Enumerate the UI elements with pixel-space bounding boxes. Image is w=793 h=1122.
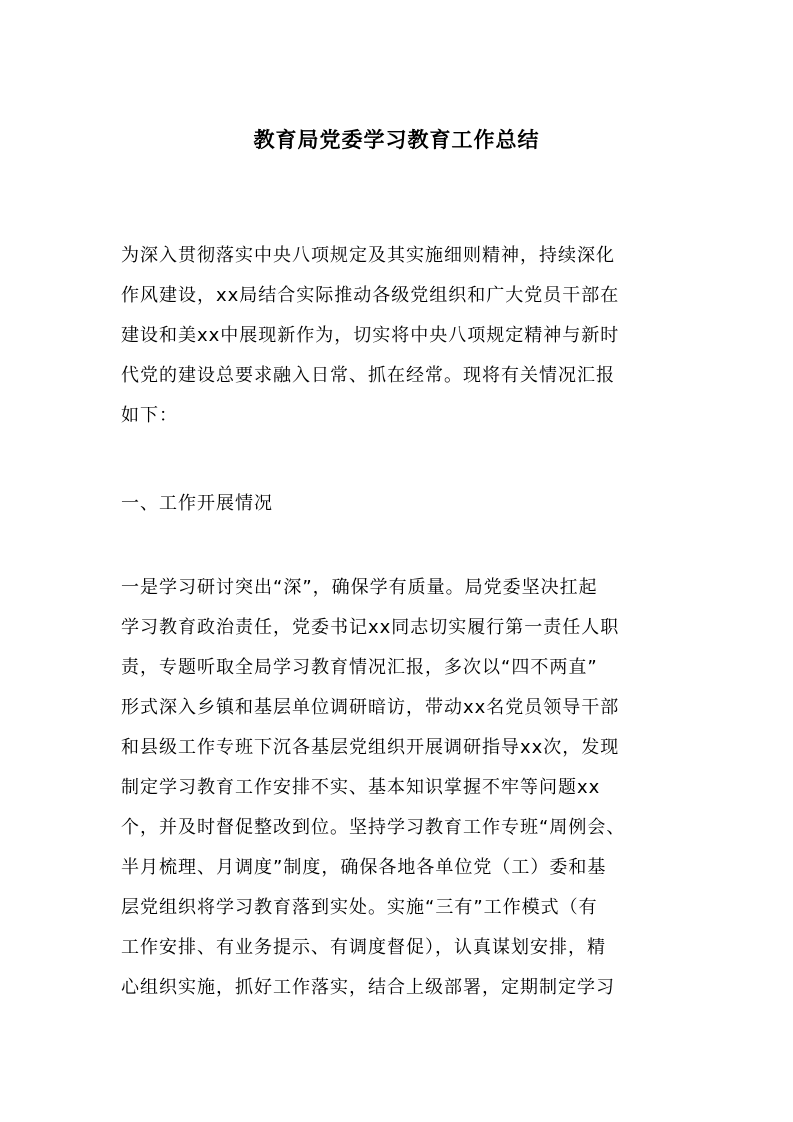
document-title: 教育局党委学习教育工作总结 xyxy=(253,128,540,152)
body-line: 心组织实施，抓好工作落实，结合上级部署，定期制定学习 xyxy=(121,977,615,998)
body-line: 半月梳理、月调度”制度，确保各地各单位党（工）委和基 xyxy=(121,857,607,878)
intro-line: 为深入贯彻落实中央八项规定及其实施细则精神，持续深化 xyxy=(121,245,615,266)
intro-line: 代党的建设总要求融入日常、抓在经常。现将有关情况汇报 xyxy=(121,365,615,386)
body-line: 和县级工作专班下沉各基层党组织开展调研指导xx次，发现 xyxy=(121,737,620,758)
body-line: 层党组织将学习教育落到实处。实施“三有”工作模式（有 xyxy=(121,897,598,918)
body-line: 制定学习教育工作安排不实、基本知识掌握不牢等问题xx xyxy=(121,777,601,798)
body-line: 一是学习研讨突出“深”，确保学有质量。局党委坚决扛起 xyxy=(121,577,598,598)
intro-line: 建设和美xx中展现新作为，切实将中央八项规定精神与新时 xyxy=(121,325,620,346)
intro-line: 如下： xyxy=(121,405,178,426)
body-line: 个，并及时督促整改到位。坚持学习教育工作专班“周例会、 xyxy=(121,817,626,838)
body-line: 学习教育政治责任，党委书记xx同志切实履行第一责任人职 xyxy=(121,617,620,638)
body-paragraph xyxy=(121,568,675,1008)
section-heading: 一、工作开展情况 xyxy=(121,493,273,514)
body-line: 工作安排、有业务提示、有调度督促），认真谋划安排，精 xyxy=(121,937,606,958)
body-line: 责，专题听取全局学习教育情况汇报，多次以“四不两直” xyxy=(121,657,598,678)
body-line: 形式深入乡镇和基层单位调研暗访，带动xx名党员领导干部 xyxy=(121,697,620,718)
intro-line: 作风建设，xx局结合实际推动各级党组织和广大党员干部在 xyxy=(121,285,620,306)
intro-paragraph xyxy=(121,236,675,436)
